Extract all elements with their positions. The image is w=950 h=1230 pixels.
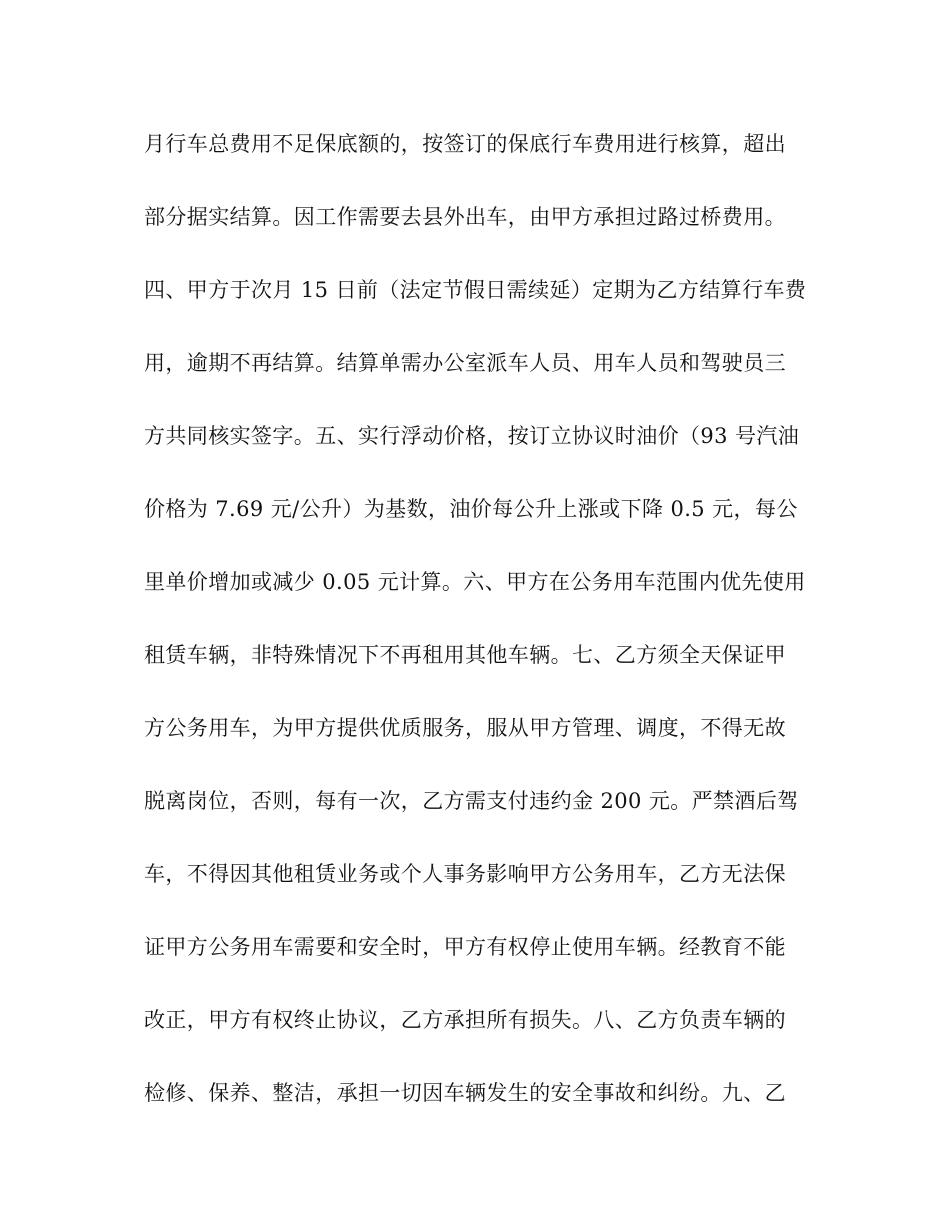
text-line-6: 价格为 7.69 元/公升）为基数，油价每公升上涨或下降 0.5 元，每公 [144, 497, 798, 521]
text-line-11: 车，不得因其他租赁业务或个人事务影响甲方公务用车，乙方无法保 [144, 862, 786, 886]
text-line-3: 四、甲方于次月 15 日前（法定节假日需续延）定期为乙方结算行车费 [144, 278, 807, 302]
text-line-8: 租赁车辆，非特殊情况下不再租用其他车辆。七、乙方须全天保证甲 [144, 643, 786, 667]
text-line-12: 证甲方公务用车需要和安全时，甲方有权停止使用车辆。经教育不能 [144, 935, 786, 959]
text-line-2: 部分据实结算。因工作需要去县外出车，由甲方承担过路过桥费用。 [144, 205, 786, 229]
text-line-5: 方共同核实签字。五、实行浮动价格，按订立协议时油价（93 号汽油 [144, 424, 800, 448]
text-line-14: 检修、保养、整洁，承担一切因车辆发生的安全事故和纠纷。九、乙 [144, 1081, 786, 1105]
text-line-9: 方公务用车，为甲方提供优质服务，服从甲方管理、调度，不得无故 [144, 716, 786, 740]
text-line-10: 脱离岗位，否则，每有一次，乙方需支付违约金 200 元。严禁酒后驾 [144, 789, 799, 813]
text-line-4: 用，逾期不再结算。结算单需办公室派车人员、用车人员和驾驶员三 [144, 351, 786, 375]
text-line-1: 月行车总费用不足保底额的，按签订的保底行车费用进行核算，超出 [144, 132, 786, 156]
text-line-7: 里单价增加或减少 0.05 元计算。六、甲方在公务用车范围内优先使用 [144, 570, 806, 594]
body-text [144, 121, 824, 1143]
text-line-13: 改正，甲方有权终止协议，乙方承担所有损失。八、乙方负责车辆的 [144, 1008, 786, 1032]
